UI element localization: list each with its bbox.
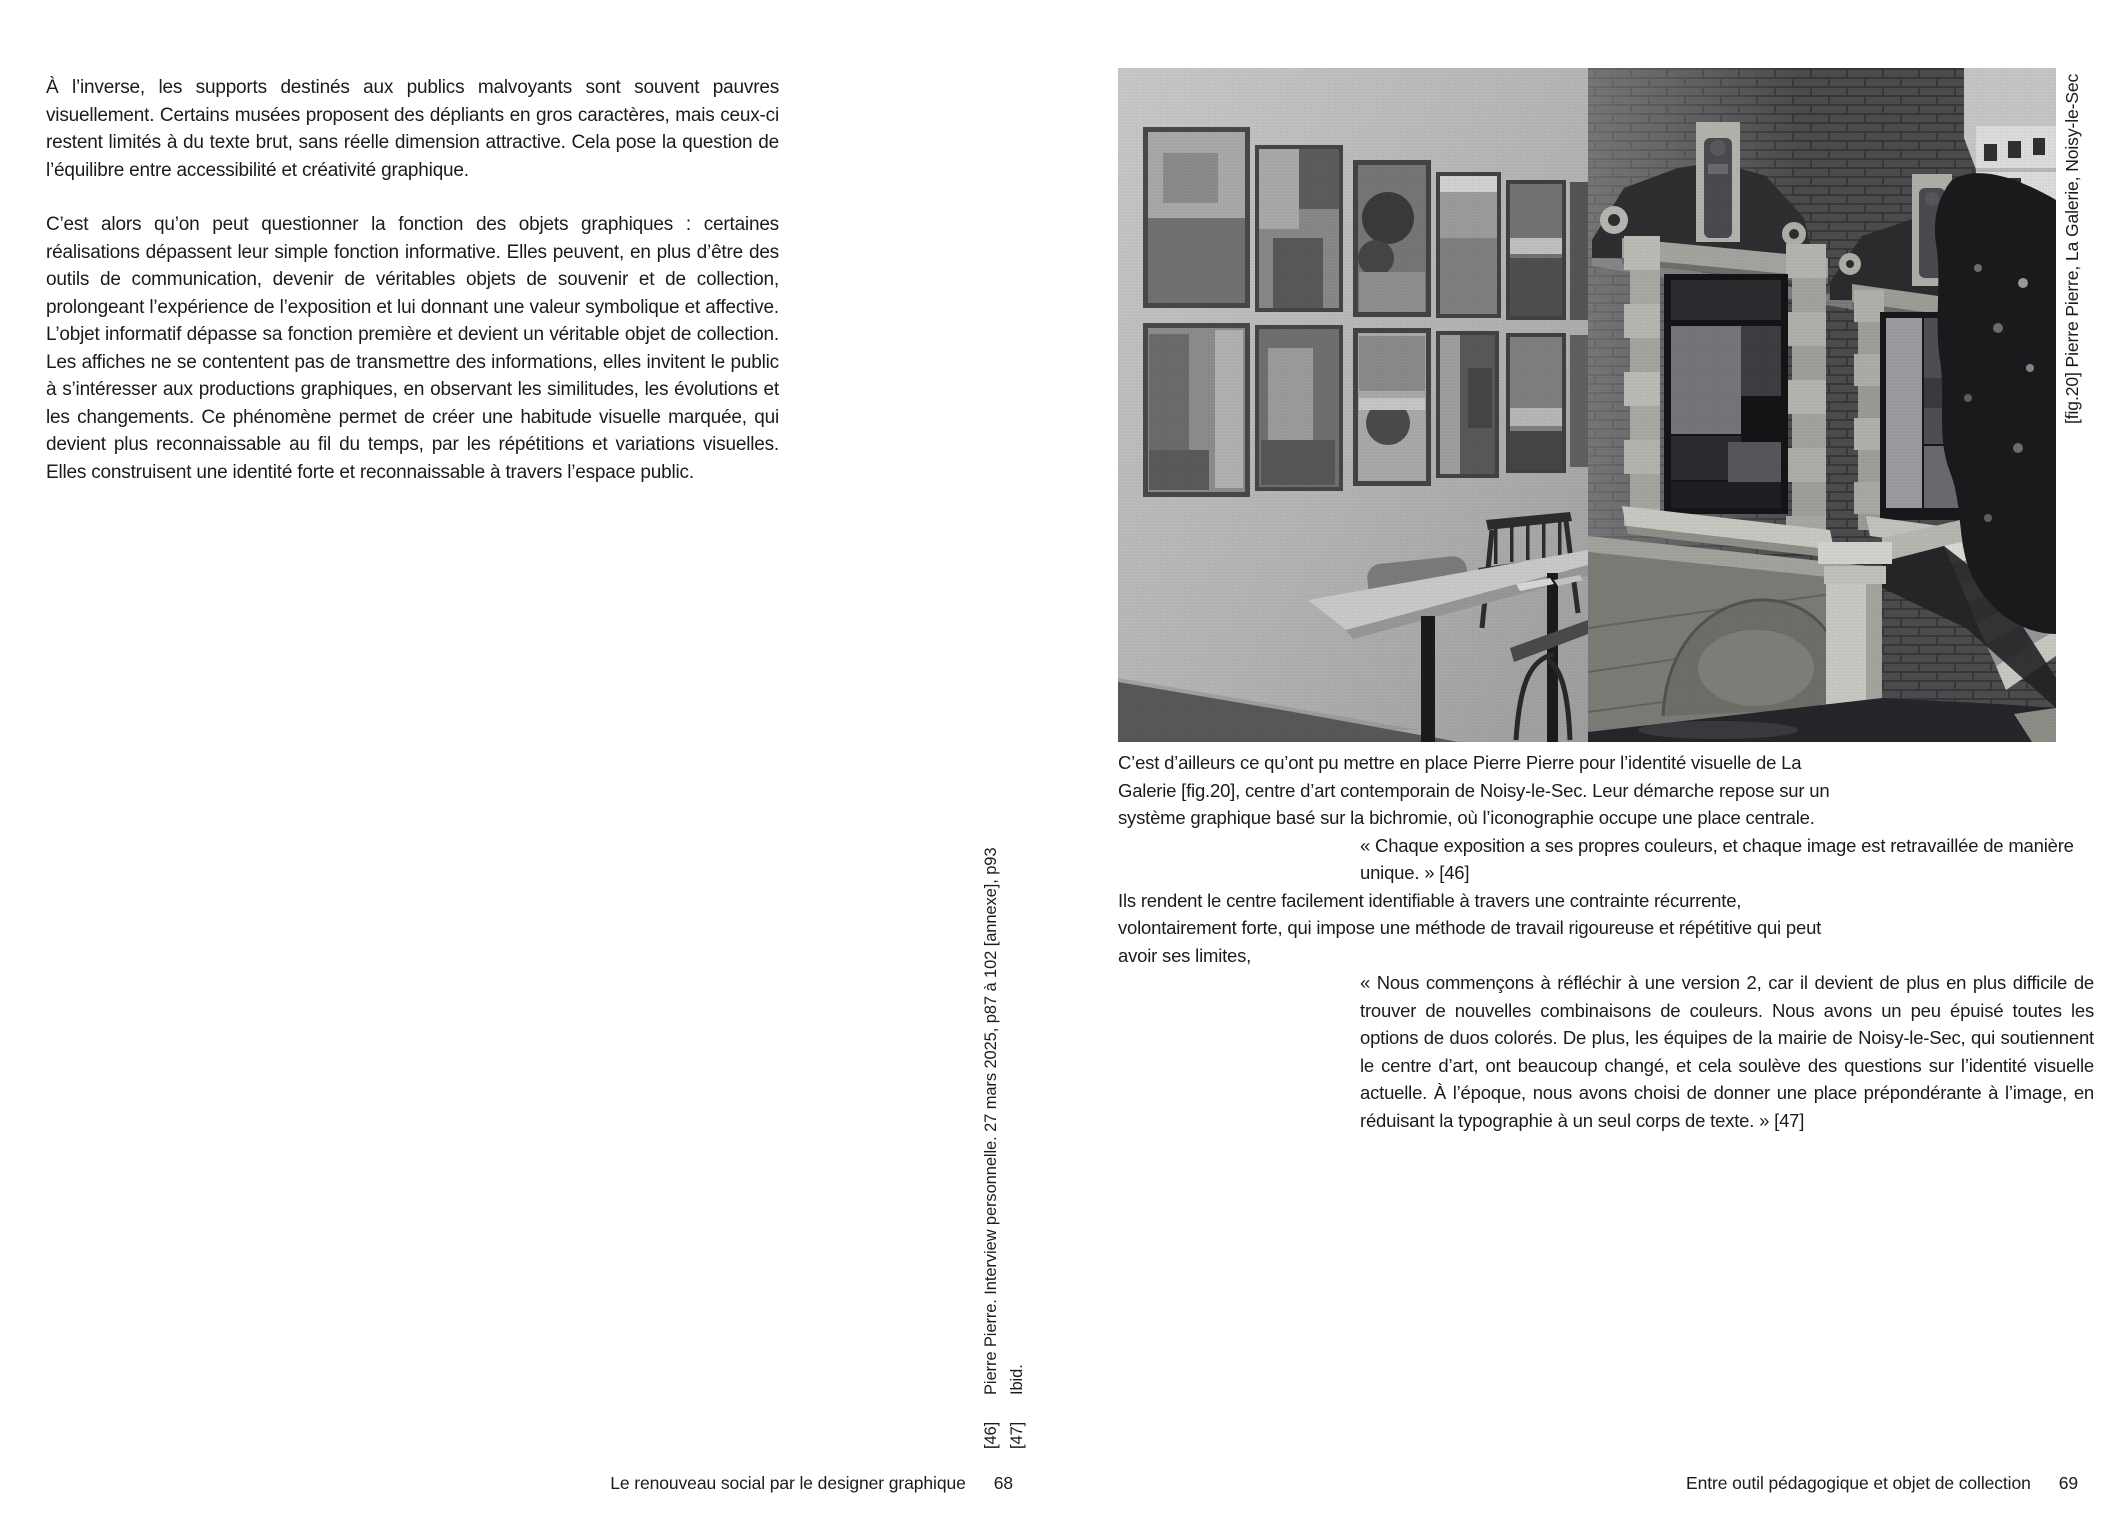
body-paragraph: C’est d’ailleurs ce qu’ont pu mettre en place Pierre Pierre pour l’identité visuelle de La Galerie [fig.20], centre d’art contemporain de Noisy-le-Sec. Leur démarche repose sur un système graphique basé sur la bichromie, où l’iconographie occupe une place centrale. bbox=[1118, 752, 1830, 828]
footnote-marker: [46] bbox=[982, 1421, 1000, 1449]
page-number: 68 bbox=[993, 1473, 1013, 1493]
figure-caption-vertical: [fig.20] Pierre Pierre, La Galerie, Noisy-le-Sec bbox=[2062, 73, 2082, 424]
footnote-line bbox=[1004, 845, 1030, 1449]
left-text-column bbox=[46, 74, 779, 513]
figure-photo bbox=[1118, 68, 2056, 742]
blockquote: « Chaque exposition a ses propres couleurs, et chaque image est retravaillée de manière unique. » [46] bbox=[1360, 834, 2074, 883]
gallery-facade-photo-art bbox=[1118, 68, 2056, 742]
halftone-overlay bbox=[1118, 68, 2056, 742]
page-number: 69 bbox=[2058, 1473, 2078, 1493]
running-title: Entre outil pédagogique et objet de collection bbox=[1686, 1473, 2031, 1493]
footnotes-vertical bbox=[978, 845, 1030, 1449]
footnote-text: Pierre Pierre. Interview personnelle. 27 mars 2025, p87 à 102 [annexe], p93 bbox=[982, 847, 1000, 1395]
body-paragraph: C’est alors qu’on peut questionner la fonction des objets graphiques : certaines réalisations dépassent leur simple fonction informative. Elles peuvent, en plus d’être des outils de communication, devenir de véritables objets de souvenir et de collection, prolongeant l’expérience de l’exposition et lui donnant une valeur symbolique et affective. L’objet informatif dépasse sa fonction première et devient un véritable objet de collection. Les affiches ne se contentent pas de transmettre des informations, elles invitent le public à s’intéresser aux productions graphiques, en observant les similitudes, les évolutions et les changements. Ce phénomène permet de créer une habitude visuelle marquée, qui devient plus reconnaissable au fil du temps, par les répétitions et variations visuelles. Elles construisent une identité forte et reconnaissable à travers l’espace public. bbox=[46, 214, 779, 483]
footnote-line bbox=[978, 845, 1004, 1449]
body-paragraph: À l’inverse, les supports destinés aux publics malvoyants sont souvent pauvres visuellement. Certains musées proposent des dépliants en gros caractères, mais ceux-ci restent limités à du texte brut, sans réelle dimension attractive. Cela pose la question de l’équilibre entre accessibilité et créativité graphique. bbox=[46, 77, 779, 181]
body-paragraph: Ils rendent le centre facilement identifiable à travers une contrainte récurrente, volontairement forte, qui impose une méthode de travail rigoureuse et répétitive qui peut avoir ses limites, bbox=[1118, 889, 1822, 966]
footnote-marker: [47] bbox=[1008, 1421, 1026, 1449]
left-footer bbox=[46, 1473, 1013, 1494]
right-footer bbox=[1118, 1473, 2078, 1494]
running-title: Le renouveau social par le designer graphique bbox=[610, 1473, 966, 1493]
footnote-text: Ibid. bbox=[1008, 1364, 1026, 1395]
blockquote: « Nous commençons à réfléchir à une version 2, car il devient de plus en plus difficile de trouver de nouvelles combinaisons de couleurs. Nous avons un peu épuisé toutes les options de duos colorés. De plus, les équipes de la mairie de Noisy-le-Sec, qui soutiennent le centre d’art, ont beaucoup changé, et cela soulève des questions sur l’identité visuelle actuelle. À l’époque, nous avons choisi de donner une place prépondérante à l’image, en réduisant la typographie à un seul corps de texte. » [47] bbox=[1360, 972, 2094, 1131]
right-text-column bbox=[1118, 749, 2098, 1134]
